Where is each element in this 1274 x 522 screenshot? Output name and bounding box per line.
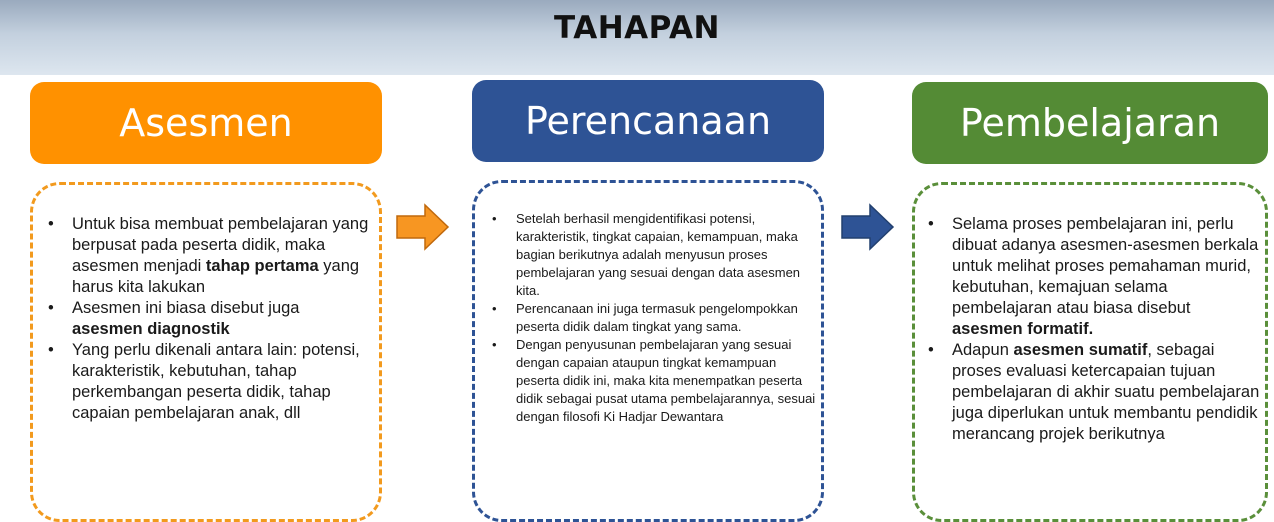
bullet-dot-icon: • (928, 215, 934, 233)
bullet-text: Asesmen ini biasa disebut juga (72, 299, 300, 317)
bullet-text: Untuk bisa membuat pembelajaran yang berpusat pada peserta didik, maka asesmen menjadi (72, 215, 369, 275)
bullet-bold-text: tahap pertama (205, 257, 319, 275)
bullet-item (922, 340, 1262, 445)
bullet-item (486, 210, 816, 300)
bullet-text: Dengan penyusunan pembelajaran yang sesuai dengan capaian ataupun tingkat kemampuan peserta didik ini, maka kita menempatkan peserta didik sebagai pusat utama pembelajarannya, sesuai dengan filosofi Ki Hadjar Dewantara (516, 337, 816, 424)
bullet-text: Selama proses pembelajaran ini, perlu dibuat adanya asesmen-asesmen berkala untuk melihat proses pemahaman murid, kebutuhan, kemajuan selama pembelajaran atau biasa disebut (952, 215, 1259, 317)
bullet-item (42, 340, 372, 424)
bullet-text: Yang perlu dikenali antara lain: potensi, karakteristik, kebutuhan, tahap perkembangan peserta didik, tahap capaian pembelajaran anak, dll (72, 341, 360, 422)
bullet-text: yang harus kita lakukan (72, 257, 360, 296)
bullet-item (922, 214, 1262, 340)
stage-header-asesmen: Asesmen (30, 82, 382, 164)
stage-header-pembelajaran: Pembelajaran (912, 82, 1268, 164)
perencanaan-bullet-list (486, 210, 816, 426)
bullet-dot-icon: • (928, 341, 934, 359)
bullet-dot-icon: • (492, 301, 497, 316)
bullet-text: Setelah berhasil mengidentifikasi potensi, karakteristik, tingkat capaian, kemampuan, maka bagian berikutnya adalah menyusun proses pembelajaran yang sesuai dengan data asesmen kita. (516, 211, 801, 298)
bullet-dot-icon: • (492, 211, 497, 226)
bullet-text: Adapun (952, 341, 1014, 359)
bullet-dot-icon: • (48, 299, 54, 317)
asesmen-bullet-list (42, 214, 372, 424)
bullet-item (486, 300, 816, 336)
bullet-bold-text: asesmen diagnostik (72, 320, 230, 338)
bullet-item (486, 336, 816, 426)
pembelajaran-bullet-list (922, 214, 1262, 445)
bullet-item (42, 298, 372, 340)
bullet-bold-text: asesmen sumatif (1013, 341, 1148, 359)
stage-header-perencanaan: Perencanaan (472, 80, 824, 162)
header-banner (0, 0, 1274, 75)
bullet-dot-icon: • (48, 341, 54, 359)
right-arrow-icon (395, 202, 451, 252)
bullet-dot-icon: • (48, 215, 54, 233)
right-arrow-icon (840, 202, 896, 252)
bullet-text: , sebagai proses evaluasi ketercapaian tujuan pembelajaran di akhir suatu pembelajaran juga diperlukan untuk membantu pendidik merancang projek berikutnya (952, 341, 1260, 443)
page-title: TAHAPAN (554, 10, 720, 46)
bullet-item (42, 214, 372, 298)
bullet-bold-text: asesmen formatif. (952, 320, 1094, 338)
bullet-dot-icon: • (492, 337, 497, 352)
bullet-text: Perencanaan ini juga termasuk pengelompokkan peserta didik dalam tingkat yang sama. (516, 301, 798, 334)
